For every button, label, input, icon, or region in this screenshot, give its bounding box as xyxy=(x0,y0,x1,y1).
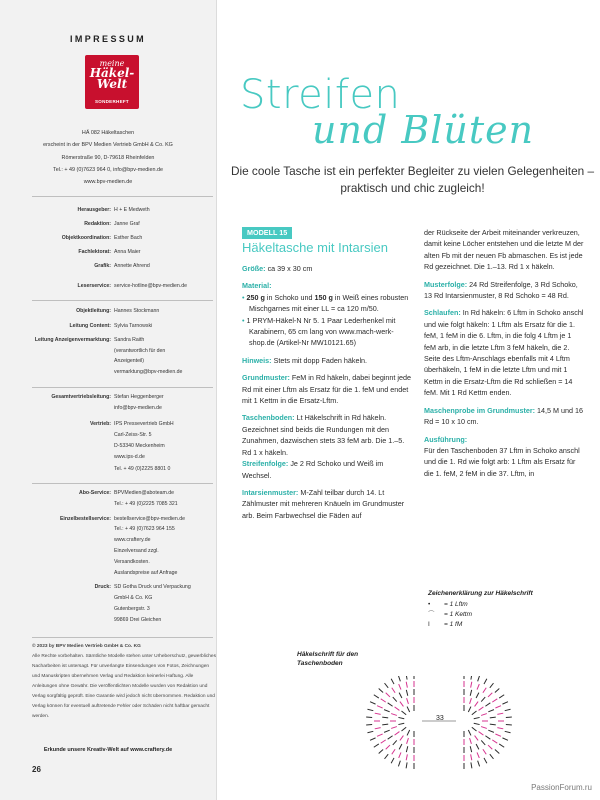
stitch-mark xyxy=(392,749,395,754)
management-block xyxy=(32,306,210,378)
stitch-mark xyxy=(478,761,480,767)
page-number: 26 xyxy=(32,765,41,774)
stitch-mark xyxy=(393,740,397,744)
stitch-mark xyxy=(395,707,400,711)
stitch-mark xyxy=(475,702,479,707)
stitch-mark xyxy=(468,730,471,735)
service-value: Gutenbergstr. 3 xyxy=(114,605,150,612)
stitch-mark xyxy=(398,717,404,718)
service-value: Tel.: + 49 (0)7623 964 155 xyxy=(114,526,175,533)
legal-block xyxy=(32,642,216,722)
mgmt-value: Sandra Raith xyxy=(114,337,145,344)
stitch-mark xyxy=(406,746,407,752)
stitch-mark xyxy=(481,697,485,701)
staff-person: Janne Graf xyxy=(114,221,140,227)
stitch-mark xyxy=(398,676,400,681)
stitch-mark xyxy=(471,762,472,768)
bottom-para: Taschenboden: Lt Häkelschrift in Rd häkeln. Gezeichnet sind beids die Rundungen mit den Zunahmen, dazwischen stets 33 feM arb. Die 1.–5. Rd 1 x häkeln. xyxy=(242,413,405,457)
article-title-line1: Streifen xyxy=(240,72,401,118)
stitch-mark xyxy=(386,745,390,749)
basic-pattern-para: Grundmuster: FeM in Rd häkeln, dabei beginnt jede Rd mit einer Lftm als Ersatz für die 1. feM und endet mit 1 Kettm in die Ersatz-Lftm. xyxy=(242,373,411,406)
stitch-mark xyxy=(478,676,480,681)
logo-line2: Häkel-Welt xyxy=(89,66,135,91)
stitch-mark xyxy=(385,754,389,759)
legend-item: ⌒ = 1 Kettm xyxy=(428,611,472,618)
stitch-mark xyxy=(398,761,400,767)
stitch-mark xyxy=(399,684,401,690)
stitch-mark xyxy=(400,702,404,707)
service-value: www.craftery.de xyxy=(114,537,151,544)
staff-person: H + E Medweth xyxy=(114,207,150,213)
project-title: Häkeltasche mit Intarsien xyxy=(242,240,388,255)
intarsia-para: Intarsienmuster: M-Zahl teilbar durch 14. Lt Zählmuster mit mehreren Knäueln im Grundmuster arb. Beim Farbwechsel die Fäden auf xyxy=(242,487,405,520)
sales-role: Gesamtvertriebsleitung: xyxy=(51,394,111,400)
stitch-mark xyxy=(495,734,501,736)
copyright: © 2023 by BPV Medien Vertrieb GmbH & Co. KG xyxy=(32,644,141,649)
stitch-mark xyxy=(398,723,404,724)
stitch-mark xyxy=(406,690,407,696)
stitch-mark xyxy=(472,711,477,715)
publisher-block xyxy=(0,127,216,188)
stitch-mark xyxy=(406,754,407,760)
divider xyxy=(32,483,213,484)
divider xyxy=(32,637,213,638)
stitch-mark xyxy=(388,736,393,739)
leserservice xyxy=(32,281,210,291)
stitch-mark xyxy=(490,724,496,725)
stitch-mark xyxy=(470,698,472,704)
stitch-mark xyxy=(401,727,406,731)
mgmt-value: (verantwortlich für den xyxy=(114,347,166,354)
publisher-line: erscheint in der BPV Medien Vertrieb GmbH & Co. KG xyxy=(43,142,173,149)
stitch-mark xyxy=(395,732,400,736)
stitch-mark xyxy=(481,727,487,729)
stitch-mark xyxy=(481,740,485,744)
stitch-mark xyxy=(393,697,397,701)
stitch-mark xyxy=(492,740,497,743)
stitch-mark xyxy=(406,676,407,680)
stitch-mark xyxy=(375,713,381,714)
stitch-mark xyxy=(407,738,409,744)
legend-title: Zeichenerklärung zur Häkelschrift xyxy=(428,590,533,597)
symbol-legend xyxy=(428,590,533,630)
sales-value: IPS Pressevertrieb GmbH xyxy=(114,420,174,427)
staff-row xyxy=(32,203,210,217)
stitch-mark xyxy=(401,711,406,715)
stitch-mark xyxy=(406,762,407,768)
stitch-mark xyxy=(495,749,499,753)
stitch-mark xyxy=(399,744,402,749)
service-role: Abo-Service: xyxy=(79,490,111,496)
stitch-mark xyxy=(391,679,394,684)
stitch-mark xyxy=(391,727,397,729)
stitch-mark xyxy=(392,688,395,693)
staff-role: Herausgeber: xyxy=(77,207,111,213)
staff-role: Objektkoordination: xyxy=(61,235,111,241)
service-role: Druck: xyxy=(94,584,111,591)
article-subtitle: Die coole Tasche ist ein perfekter Begleiter zu vielen Gelegenheiten – praktisch und chic zugleich! xyxy=(230,164,595,195)
instructions-column-2 xyxy=(424,227,584,479)
divider xyxy=(32,387,213,388)
staff-row xyxy=(32,245,210,259)
stitch-mark xyxy=(377,734,383,736)
craftery-link[interactable]: Erkunde unsere Kreativ-Welt auf www.craftery.de xyxy=(43,747,173,753)
sales-value: www.ips-d.de xyxy=(114,454,145,461)
stitch-mark xyxy=(483,688,486,693)
stitch-mark xyxy=(407,730,410,735)
publisher-line: HÄ 082 Häkeltaschen xyxy=(81,130,135,136)
stitch-mark xyxy=(502,738,507,740)
diagram-title: Häkelschrift für den Taschenboden xyxy=(297,651,359,667)
stitch-mark xyxy=(385,683,389,688)
service-value: SD Gotha Druck und Verpackung xyxy=(114,584,191,591)
service-role: Einzelbestellservice: xyxy=(59,515,111,522)
staff-role: Grafik: xyxy=(94,263,111,269)
mgmt-role: Leitung Content: xyxy=(69,322,111,329)
service-value: GmbH & Co. KG xyxy=(114,595,153,602)
service-email: service-hotline@bpv-medien.de xyxy=(114,283,188,289)
column-divider xyxy=(216,0,217,800)
stitch-mark xyxy=(384,730,390,732)
execution-text: Für den Taschenboden 37 Lftm in Schoko anschl und die 1. Rd wie folgt arb: 1 Lftm als Ersatz für die 1. feM, 2 feM in die 37. Lftm, in xyxy=(424,445,580,478)
service-value: bestellservice@bpv-medien.de xyxy=(114,515,186,522)
publisher-line: www.bpv-medien.de xyxy=(83,179,133,186)
stitch-mark xyxy=(488,693,492,697)
stitch-mark xyxy=(490,683,494,688)
note-para: Hinweis: Stets mit dopp Faden häkeln. xyxy=(242,355,368,365)
staff-row xyxy=(32,259,210,273)
stitch-mark xyxy=(379,688,383,692)
stitch-mark xyxy=(472,727,477,731)
size-para xyxy=(242,263,412,274)
size-label: Größe: xyxy=(242,264,266,273)
stitch-mark xyxy=(381,740,386,743)
execution-label: Ausführung: xyxy=(424,434,468,444)
service-value: Einzelversand zzgl. xyxy=(114,547,159,554)
service-value: Tel.: + 49 (0)2225 7085 321 xyxy=(114,500,178,507)
stitch-mark xyxy=(381,699,386,702)
stitch-mark xyxy=(483,749,486,754)
watermark: PassionForum.ru xyxy=(531,783,592,792)
stitch-mark xyxy=(388,703,393,706)
staff-role: Redaktion: xyxy=(84,221,111,227)
instructions-column-1 xyxy=(242,227,412,527)
stitch-mark xyxy=(468,707,471,712)
stitch-mark xyxy=(406,682,407,688)
stitch-mark xyxy=(490,754,494,759)
editorial-staff xyxy=(32,203,210,273)
stitch-mark xyxy=(505,709,511,710)
legal-text: Alle Rechte vorbehalten. Sämtliche Modelle stehen unter Urheberschutz, gewerbliches Nacharbeiten ist untersagt. Für unverlangte Einsendungen von Fotos, Zeichnungen und Manuskripten übernehmen Verlag und Redaktion keinerlei Haftung. Alle Anleitungen ohne Gewähr. Die veröffentlichten Modelle wurden von Redaktion und Verlag sorgfältig geprüft. Eine Garantie wird jedoch nicht übernommen. Redaktion und Verlag können für eventuell auftretende Fehler oder Schäden nicht haftbar gemacht werden. xyxy=(32,654,216,719)
stitch-mark xyxy=(374,695,379,698)
stitch-mark xyxy=(407,698,409,704)
stitch-mark xyxy=(391,758,394,763)
service-value: Versandkosten. xyxy=(114,558,150,565)
stitch-mark xyxy=(485,736,490,739)
stitch-mark xyxy=(477,752,479,758)
article-title-line2: und Blüten xyxy=(312,108,535,152)
stitch-mark xyxy=(374,744,379,747)
stitch-mark xyxy=(474,723,480,724)
service-value: 99869 Drei Gleichen xyxy=(114,616,162,623)
loops-para: Schlaufen: In Rd häkeln: 6 Lftm in Schoko anschl und wie folgt häkeln: 1 Lftm als Ersatz für die 1. feM, 1 feM in die 6. Lftm, in die folg 4 Lftm je 1 feM arb, in die letzte Lftm 3 feM häkeln, die 2. Seite des Lftm-Anschlags ebenfalls mit 4 Lftm überhäkeln, 1 feM in die letzte Lftm und mit 1 Kettm in die Ersatz-Lftm die Rd schließen = 14 feM. Mit 1 Rd Kettm enden. xyxy=(424,308,584,398)
stitch-mark xyxy=(492,699,497,702)
continued-para: der Rückseite der Arbeit miteinander verkreuzen, damit keine Löcher entstehen und die letzte M der alten Fb mit der neuen Fb abmaschen. Es ist jede Rd gezeichnet. Die 1.–13. Rd 1 x häkeln. xyxy=(424,228,584,272)
stitch-mark xyxy=(471,676,472,680)
mgmt-role: Objektleitung: xyxy=(76,308,111,314)
stitch-mark xyxy=(407,707,410,712)
sales-value: Stefan Heggenberger xyxy=(114,394,164,400)
crochet-diagram xyxy=(352,676,542,776)
mgmt-value: Hannes Stockmann xyxy=(114,308,160,314)
stitch-mark xyxy=(484,679,487,684)
staff-row xyxy=(32,217,210,231)
stitch-mark xyxy=(479,707,484,711)
stitch-mark xyxy=(499,744,504,747)
right-rounding xyxy=(464,676,512,769)
stitch-mark xyxy=(471,754,472,760)
stitch-mark xyxy=(470,746,471,752)
stitch-count-label: 33 xyxy=(436,715,444,722)
stitch-mark xyxy=(470,690,471,696)
stitch-mark xyxy=(479,732,484,736)
stitch-mark xyxy=(470,738,472,744)
legend-item: • = 1 Lftm xyxy=(428,601,468,608)
stitch-mark xyxy=(382,717,388,718)
stitch-mark xyxy=(475,736,479,741)
stitch-mark xyxy=(476,744,479,749)
stitch-mark xyxy=(399,752,401,758)
sales-value: Carl-Zeiss-Str. 5 xyxy=(114,431,152,438)
publisher-line: Römerstraße 90, D-79618 Rheinfelden xyxy=(61,154,155,161)
legend-item: I = 1 fM xyxy=(428,621,463,628)
service-label: Leserservice: xyxy=(77,283,111,289)
stitch-mark xyxy=(484,758,487,763)
stitch-mark xyxy=(495,688,499,692)
publisher-line: Tel.: + 49 (0)7623 964 0, info@bpv-medien.de xyxy=(53,166,163,173)
mgmt-value: Sylvia Tarnowski xyxy=(114,322,153,329)
material-item: • 250 g in Schoko und 150 g in Weiß eines robusten Mischgarnes mit einer LL = ca 120 m/50. xyxy=(242,292,409,314)
stitch-mark xyxy=(485,703,490,706)
divider xyxy=(32,196,213,197)
stitch-mark xyxy=(495,706,501,708)
sales-role: Vertrieb: xyxy=(89,420,111,427)
stitch-mark xyxy=(497,728,503,729)
material-label: Material: xyxy=(242,281,272,291)
stitch-mark xyxy=(384,710,390,712)
sales-value: D-53340 Meckenheim xyxy=(114,443,165,450)
stitch-mark xyxy=(490,717,496,718)
gauge-para: Maschenprobe im Grundmuster: 14,5 M und 16 Rd = 10 x 10 cm. xyxy=(424,405,583,427)
staff-person: Esther Bach xyxy=(114,235,143,241)
imprint-title: IMPRESSUM xyxy=(69,34,147,44)
material-item: • 1 PRYM-Häkel-N Nr 5. 1 Paar Lederhenkel mit Karabinern, 65 cm lang von www.mach-werk-shop.de (Artikel-Nr MW10121.65) xyxy=(242,315,396,348)
stitch-mark xyxy=(386,693,390,697)
stitch-mark xyxy=(370,738,375,740)
mgmt-value: Anzeigenteil) xyxy=(114,358,144,365)
stitch-mark xyxy=(505,731,511,732)
stitch-mark xyxy=(502,702,507,704)
stitch-mark xyxy=(400,736,404,741)
stitch-mark xyxy=(488,710,494,712)
stitch-mark xyxy=(471,682,472,688)
stitch-mark xyxy=(477,684,479,690)
stitch-mark xyxy=(476,693,479,698)
stitch-mark xyxy=(399,693,402,698)
mgmt-role: Leitung Anzeigenvermarktung: xyxy=(34,337,111,344)
service-block xyxy=(32,488,210,626)
stitch-mark xyxy=(499,695,504,698)
stitch-mark xyxy=(497,713,503,714)
stitch-mark xyxy=(488,745,492,749)
left-rounding xyxy=(366,676,414,769)
size-value: ca 39 x 30 cm xyxy=(267,264,313,273)
divider xyxy=(32,300,213,301)
stitch-mark xyxy=(391,714,397,716)
staff-row xyxy=(32,231,210,245)
mgmt-value: vermarktung@bpv-medien.de xyxy=(114,368,183,375)
stitch-mark xyxy=(367,709,373,710)
model-badge: MODELL 15 xyxy=(242,227,292,239)
logo-line1: meine xyxy=(99,59,125,68)
stitch-mark xyxy=(382,724,388,725)
sequence-para: Musterfolge: 24 Rd Streifenfolge, 3 Rd Schoko, 13 Rd Intarsienmuster, 8 Rd Schoko = 48 Rd. xyxy=(424,279,578,301)
sales-block xyxy=(32,392,210,475)
staff-person: Annette Ahrend xyxy=(114,263,150,269)
service-value: BPVMedien@aboteam.de xyxy=(114,490,175,496)
staff-person: Anna Maier xyxy=(114,249,141,255)
stitch-mark xyxy=(481,714,487,716)
stitch-mark xyxy=(370,702,375,704)
stitch-mark xyxy=(474,717,480,718)
sales-value: Tel. + 49 (0)2225 8801 0 xyxy=(114,465,171,472)
stitch-mark xyxy=(375,728,381,729)
stitch-mark xyxy=(488,730,494,732)
stitch-mark xyxy=(379,749,383,753)
stitch-mark xyxy=(377,706,383,708)
service-value: Auslandspreise auf Anfrage xyxy=(114,569,178,576)
stripe-para: Streifenfolge: Je 2 Rd Schoko und Weiß im Wechsel. xyxy=(242,459,384,480)
magazine-logo xyxy=(85,55,139,109)
sales-value: info@bpv-medien.de xyxy=(114,405,162,412)
logo-line3: SONDERHEFT xyxy=(94,99,129,104)
staff-role: Fachlektorat: xyxy=(78,249,111,255)
stitch-mark xyxy=(367,731,373,732)
